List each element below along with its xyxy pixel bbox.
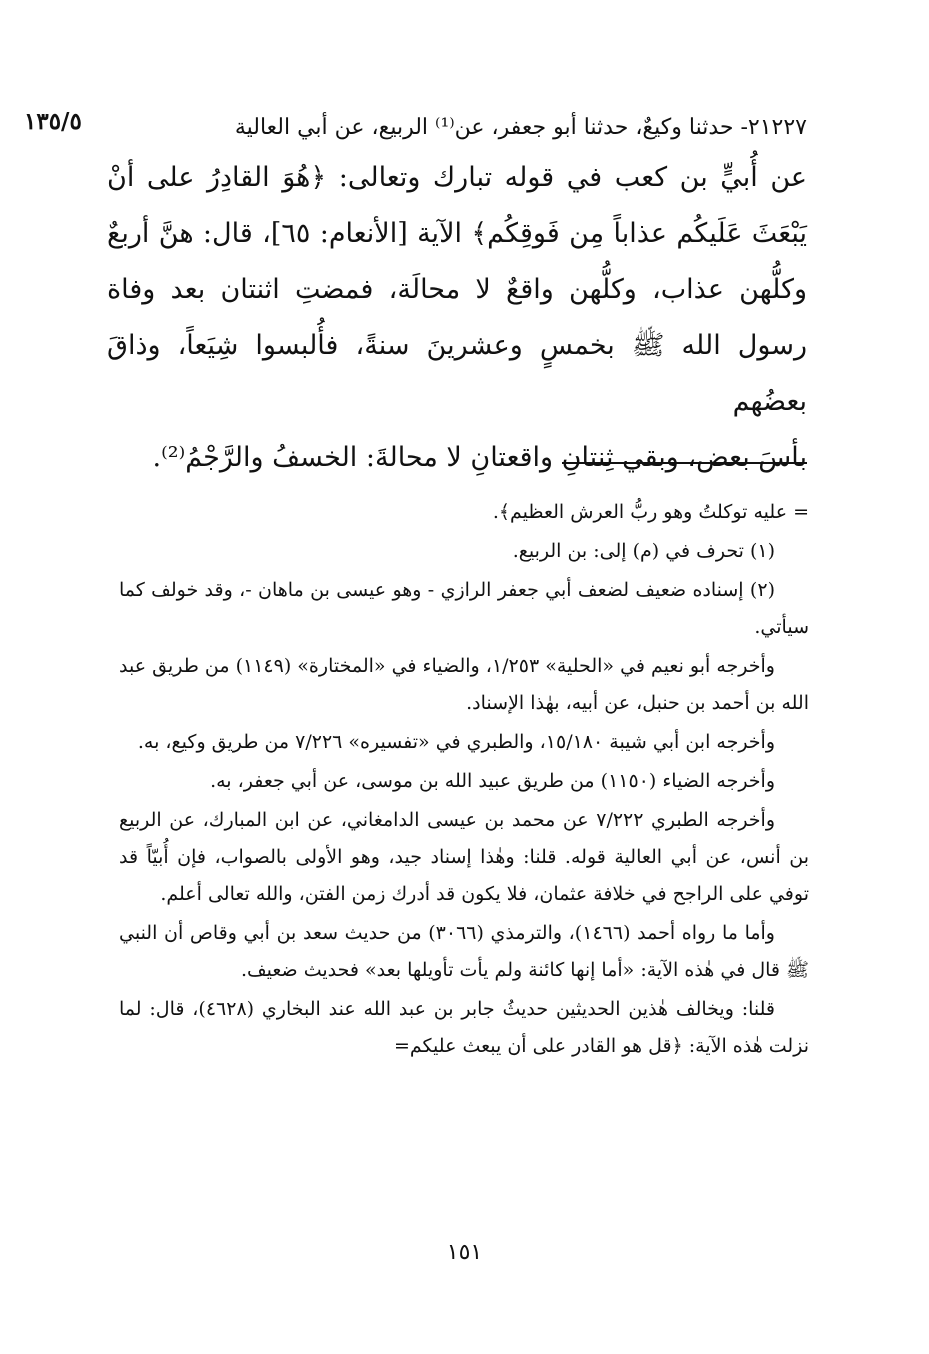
hadith-line: يَبْعَثَ عَلَيكُم عذاباً مِن فَوقِكُم﴾ الآية [الأنعام: ٦٥]، قال: هنَّ أربعٌ [107,218,807,249]
footnote-paragraph: وأما ما رواه أحمد (١٤٦٦)، والترمذي (٣٠٦٦) من حديث سعد بن أبي وقاص أن النبي ﷺ قال في هٰذه الآية: «أما إنها كائنة ولم يأت تأويلها بعد» فحديث ضعيف. [119,922,809,981]
footnote-paragraph: وأخرجه الضياء (١١٥٠) من طريق عبيد الله بن موسى، عن أبي جعفر، به. [210,770,775,792]
footnote-paragraph: قلنا: ويخالف هٰذين الحديثين حديثُ جابر بن عبد الله عند البخاري (٤٦٢٨)، قال: لما نزلت هٰذه الآية: ﴿قل هو القادر على أن يبعث عليكم= [119,998,809,1057]
footnote-paragraph: وأخرجه أبو نعيم في «الحلية» ١/٢٥٣، والضياء في «المختارة» (١١٤٩) من طريق عبد الله بن أحمد بن حنبل، عن أبيه، بهٰذا الإسناد. [119,655,809,714]
footnote-paragraph: (١) تحرف في (م) إلى: بن الربيع. [512,540,775,562]
hadith-line: وكلُّهن عذاب، وكلُّهن واقعٌ لا محالَة، فمضتِ اثنتان بعد وفاة [107,274,807,305]
page-number: ١٥١ [446,1240,483,1265]
footnotes [119,494,809,1067]
footnote-paragraph: = عليه توكلتُ وهو ربُّ العرش العظيم﴾. [492,501,809,523]
footnote-paragraph: وأخرجه ابن أبي شيبة ١٥/١٨٠، والطبري في «تفسيره» ٧/٢٢٦ من طريق وكيع، به. [137,731,775,753]
footnote-paragraph: (٢) إسناده ضعيف لضعف أبي جعفر الرازي - وهو عيسى بن ماهان -، وقد خولف كما سيأتي. [119,579,809,638]
footnote-separator [562,462,807,464]
hadith-line: عن أُبيٍّ بن كعب في قوله تبارك وتعالى: ﴿هُوَ القادِرُ على أنْ [107,162,807,193]
hadith-line: رسول الله ﷺ بخمسٍ وعشرينَ سنةً، فأُلبسوا شِيَعاً، وذاقَ بعضُهم [107,330,807,417]
hadith-line: بأسَ بعض، وبقي ثِنتانِ واقعتانِ لا محالةَ: الخسفُ والرَّجْمُ⁽²⁾. [152,442,807,473]
volume-page-reference: ١٣٥/٥ [24,108,82,135]
footnote-paragraph: وأخرجه الطبري ٧/٢٢٢ عن محمد بن عيسى الدامغاني، عن ابن المبارك، عن الربيع بن أنس، عن أبي العالية قوله. قلنا: وهٰذا إسناد جيد، وهو الأولى بالصواب، فإن أُبيّاً قد توفي على الراجح في خلافة عثمان، فلا يكون قد أدرك زمن الفتن، والله تعالى أعلم. [119,809,809,905]
hadith-text [107,106,807,486]
hadith-first-line: ٢١٢٢٧- حدثنا وكيعٌ، حدثنا أبو جعفر، عن⁽¹⁾ الربيع، عن أبي العالية [234,115,807,140]
